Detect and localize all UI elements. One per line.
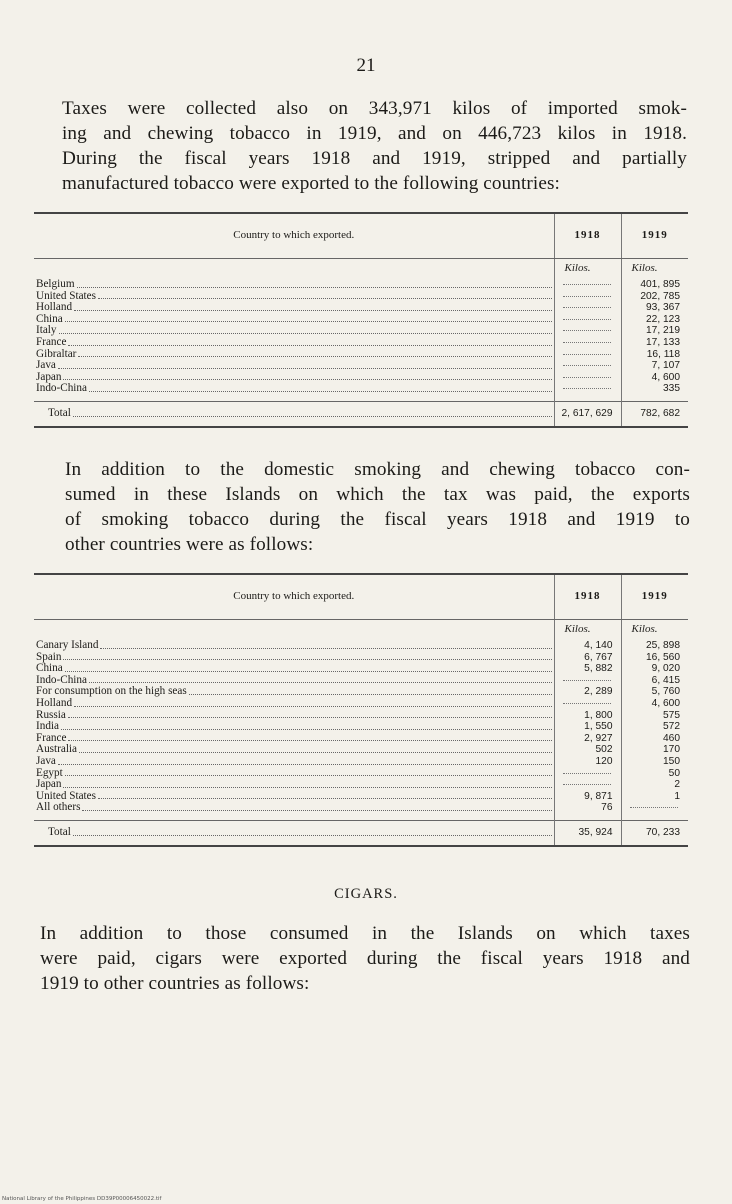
dot-leader xyxy=(65,774,552,776)
paragraph-line: of smoking tobacco during the fiscal years 1918 and 1919 to xyxy=(65,509,690,530)
empty-dash xyxy=(563,365,611,366)
country-cell xyxy=(34,663,554,675)
total-1918: 35, 924 xyxy=(554,820,621,846)
country-leader xyxy=(36,744,554,756)
value-1919: 572 xyxy=(621,721,688,733)
value-1918: 2, 927 xyxy=(554,733,621,745)
value-1919: 575 xyxy=(621,710,688,722)
country-name: China xyxy=(36,313,63,325)
value-1918 xyxy=(554,325,621,337)
table-row xyxy=(34,349,688,361)
table-row xyxy=(34,663,688,675)
country-cell xyxy=(34,360,554,372)
table-row xyxy=(34,640,688,652)
table-row xyxy=(34,291,688,303)
country-cell xyxy=(34,279,554,291)
total-1919: 782, 682 xyxy=(621,401,688,427)
table-row xyxy=(34,337,688,349)
empty-dash xyxy=(563,680,611,681)
dot-leader xyxy=(68,344,551,346)
unit-cell xyxy=(554,620,621,641)
country-cell xyxy=(34,337,554,349)
country-leader xyxy=(36,279,554,291)
dot-leader xyxy=(98,297,552,299)
country-name: Canary Island xyxy=(36,640,99,651)
table-row xyxy=(34,768,688,780)
country-leader xyxy=(36,698,554,710)
unit-cell xyxy=(621,620,688,641)
value-1919: 335 xyxy=(621,383,688,395)
value-1919: 4, 600 xyxy=(621,698,688,710)
value-1919: 7, 107 xyxy=(621,360,688,372)
country-cell xyxy=(34,779,554,791)
dot-leader xyxy=(61,728,552,730)
table-row xyxy=(34,791,688,803)
page-number: 21 xyxy=(356,55,376,76)
country-name: Holland xyxy=(36,302,73,314)
country-cell xyxy=(34,652,554,664)
country-name: Indo-China xyxy=(36,383,87,395)
value-1918: 502 xyxy=(554,744,621,756)
paragraph-line: In addition to the domestic smoking and chewing tobacco con- xyxy=(65,459,690,480)
country-leader xyxy=(36,710,554,722)
country-cell xyxy=(34,733,554,745)
dot-leader xyxy=(63,378,551,380)
value-1918: 1, 800 xyxy=(554,710,621,722)
country-leader xyxy=(36,349,554,361)
country-name: France xyxy=(36,732,67,744)
country-leader xyxy=(36,372,554,384)
value-1918 xyxy=(554,349,621,361)
value-1919: 25, 898 xyxy=(621,640,688,652)
value-1918 xyxy=(554,279,621,291)
intro-paragraph xyxy=(62,96,687,196)
country-name: Japan xyxy=(36,371,62,383)
empty-dash xyxy=(563,307,611,308)
value-1918 xyxy=(554,698,621,710)
country-leader xyxy=(36,756,554,768)
unit-label: Kilos. xyxy=(631,623,658,635)
value-1919: 202, 785 xyxy=(621,291,688,303)
dot-leader xyxy=(73,415,552,417)
value-1919: 460 xyxy=(621,733,688,745)
header-country: Country to which exported. xyxy=(34,574,554,620)
country-name: Holland xyxy=(36,697,73,709)
country-leader xyxy=(36,360,554,372)
country-cell xyxy=(34,721,554,733)
paragraph-line: other countries were as follows: xyxy=(65,534,314,555)
cigars-paragraph xyxy=(40,921,690,996)
value-1918: 5, 882 xyxy=(554,663,621,675)
country-name: Java xyxy=(36,755,56,767)
value-1919: 22, 123 xyxy=(621,314,688,326)
empty-dash xyxy=(563,319,611,320)
country-cell xyxy=(34,744,554,756)
value-1919: 93, 367 xyxy=(621,302,688,314)
dot-leader xyxy=(89,390,552,392)
total-1919: 70, 233 xyxy=(621,820,688,846)
country-leader xyxy=(36,291,554,303)
unit-label: Kilos. xyxy=(564,262,591,274)
country-name: China xyxy=(36,663,63,675)
table-row xyxy=(34,314,688,326)
dot-leader xyxy=(63,786,551,788)
paragraph-line: sumed in these Islands on which the tax was paid, the exports xyxy=(65,484,690,505)
unit-label: Kilos. xyxy=(631,262,658,274)
table-row xyxy=(34,686,688,698)
table-row xyxy=(34,744,688,756)
country-cell xyxy=(34,291,554,303)
paragraph-line: During the fiscal years 1918 and 1919, stripped and partially xyxy=(62,148,687,169)
empty-dash xyxy=(563,377,611,378)
country-leader xyxy=(36,721,554,733)
value-1919: 170 xyxy=(621,744,688,756)
value-1918: 9, 871 xyxy=(554,791,621,803)
country-name: Belgium xyxy=(36,279,75,290)
country-cell xyxy=(34,325,554,337)
paragraph-line: 1919 to other countries as follows: xyxy=(40,973,310,994)
value-1918 xyxy=(554,779,621,791)
country-name: India xyxy=(36,721,59,733)
dot-leader xyxy=(59,332,552,334)
table-row xyxy=(34,325,688,337)
value-1919: 16, 560 xyxy=(621,652,688,664)
table-row xyxy=(34,802,688,814)
empty-dash xyxy=(563,773,611,774)
empty-dash xyxy=(563,388,611,389)
country-cell xyxy=(34,314,554,326)
section-heading-cigars: CIGARS. xyxy=(334,886,398,902)
dot-leader xyxy=(100,647,551,649)
dot-leader xyxy=(98,797,552,799)
value-1918 xyxy=(554,291,621,303)
smoking-tobacco-paragraph xyxy=(65,457,690,557)
empty-dash xyxy=(563,354,611,355)
stripped-tobacco-exports-table xyxy=(34,212,688,428)
dot-leader xyxy=(65,670,552,672)
value-1918: 76 xyxy=(554,802,621,814)
country-cell xyxy=(34,372,554,384)
table-row xyxy=(34,652,688,664)
total-label-cell xyxy=(34,401,554,427)
dot-leader xyxy=(78,355,551,357)
empty-dash xyxy=(563,342,611,343)
country-leader xyxy=(36,302,554,314)
country-name: France xyxy=(36,336,67,348)
paragraph-line: ing and chewing tobacco in 1919, and on 446,723 kilos in 1918. xyxy=(62,123,687,144)
paragraph-line: In addition to those consumed in the Islands on which taxes xyxy=(40,923,690,944)
total-leader xyxy=(48,827,554,839)
table-row xyxy=(34,733,688,745)
total-label: Total xyxy=(48,827,71,839)
unit-row xyxy=(34,620,688,641)
country-cell xyxy=(34,675,554,687)
table-row xyxy=(34,372,688,384)
value-1919 xyxy=(621,802,688,814)
table-row xyxy=(34,710,688,722)
dot-leader xyxy=(73,834,552,836)
country-cell xyxy=(34,768,554,780)
table-row xyxy=(34,360,688,372)
country-leader xyxy=(36,640,554,652)
table-row xyxy=(34,383,688,395)
unit-cell xyxy=(34,620,554,641)
header-1919: 1919 xyxy=(621,574,688,620)
value-1919: 17, 219 xyxy=(621,325,688,337)
country-name: United States xyxy=(36,790,96,802)
unit-cell xyxy=(621,259,688,280)
value-1918: 6, 767 xyxy=(554,652,621,664)
value-1919: 9, 020 xyxy=(621,663,688,675)
country-leader xyxy=(36,791,554,803)
country-cell xyxy=(34,802,554,814)
value-1919: 401, 895 xyxy=(621,279,688,291)
country-name: Italy xyxy=(36,325,57,337)
header-1919: 1919 xyxy=(621,213,688,259)
value-1918 xyxy=(554,675,621,687)
dot-leader xyxy=(63,658,551,660)
value-1919: 5, 760 xyxy=(621,686,688,698)
header-1918: 1918 xyxy=(554,213,621,259)
table-row xyxy=(34,721,688,733)
value-1918 xyxy=(554,302,621,314)
country-name: Russia xyxy=(36,709,66,721)
value-1919: 2 xyxy=(621,779,688,791)
dot-leader xyxy=(58,763,552,765)
country-name: United States xyxy=(36,290,96,302)
table-row xyxy=(34,279,688,291)
value-1919: 50 xyxy=(621,768,688,780)
country-leader xyxy=(36,337,554,349)
value-1918 xyxy=(554,314,621,326)
country-leader xyxy=(36,383,554,395)
total-row xyxy=(34,820,688,846)
value-1919: 17, 133 xyxy=(621,337,688,349)
value-1918 xyxy=(554,768,621,780)
value-1918: 4, 140 xyxy=(554,640,621,652)
header-1918: 1918 xyxy=(554,574,621,620)
table-row xyxy=(34,698,688,710)
dot-leader xyxy=(68,716,552,718)
table-row xyxy=(34,756,688,768)
total-1918: 2, 617, 629 xyxy=(554,401,621,427)
unit-label: Kilos. xyxy=(564,623,591,635)
paragraph-line: manufactured tobacco were exported to the following countries: xyxy=(62,173,560,194)
country-leader xyxy=(36,802,554,814)
value-1918: 1, 550 xyxy=(554,721,621,733)
smoking-tobacco-exports-table xyxy=(34,573,688,847)
value-1919: 16, 118 xyxy=(621,349,688,361)
country-cell xyxy=(34,710,554,722)
dot-leader xyxy=(65,320,552,322)
value-1918 xyxy=(554,337,621,349)
value-1918 xyxy=(554,360,621,372)
country-cell xyxy=(34,756,554,768)
value-1919: 150 xyxy=(621,756,688,768)
value-1918 xyxy=(554,372,621,384)
country-name: For consumption on the high seas xyxy=(36,686,187,698)
dot-leader xyxy=(79,751,551,753)
table-row xyxy=(34,779,688,791)
country-cell xyxy=(34,302,554,314)
total-label: Total xyxy=(48,408,71,420)
empty-dash xyxy=(563,330,611,331)
country-cell xyxy=(34,383,554,395)
table-row xyxy=(34,302,688,314)
empty-dash xyxy=(563,296,611,297)
country-leader xyxy=(36,314,554,326)
value-1918 xyxy=(554,383,621,395)
dot-leader xyxy=(189,693,552,695)
dot-leader xyxy=(74,309,551,311)
total-label-cell xyxy=(34,820,554,846)
country-name: Spain xyxy=(36,651,62,663)
country-leader xyxy=(36,768,554,780)
table-header-row xyxy=(34,213,688,259)
value-1919: 6, 415 xyxy=(621,675,688,687)
dot-leader xyxy=(68,739,551,741)
total-row xyxy=(34,401,688,427)
dot-leader xyxy=(77,286,552,288)
country-name: Egypt xyxy=(36,767,63,779)
country-name: Japan xyxy=(36,779,62,791)
country-name: Java xyxy=(36,360,56,372)
total-leader xyxy=(48,408,554,420)
country-cell xyxy=(34,640,554,652)
empty-dash xyxy=(563,784,611,785)
dot-leader xyxy=(58,367,552,369)
unit-cell xyxy=(554,259,621,280)
unit-row xyxy=(34,259,688,280)
dot-leader xyxy=(89,681,552,683)
table-header-row xyxy=(34,574,688,620)
value-1918: 120 xyxy=(554,756,621,768)
country-cell xyxy=(34,698,554,710)
unit-cell xyxy=(34,259,554,280)
empty-dash xyxy=(563,703,611,704)
country-leader xyxy=(36,779,554,791)
country-name: Indo-China xyxy=(36,674,87,686)
country-leader xyxy=(36,733,554,745)
dot-leader xyxy=(74,705,551,707)
country-leader xyxy=(36,686,554,698)
country-name: Gibraltar xyxy=(36,348,77,360)
country-cell xyxy=(34,686,554,698)
country-leader xyxy=(36,663,554,675)
table-row xyxy=(34,675,688,687)
country-leader xyxy=(36,325,554,337)
header-country: Country to which exported. xyxy=(34,213,554,259)
paragraph-line: were paid, cigars were exported during the fiscal years 1918 and xyxy=(40,948,690,969)
country-cell xyxy=(34,791,554,803)
country-cell xyxy=(34,349,554,361)
country-leader xyxy=(36,652,554,664)
country-name: Australia xyxy=(36,744,78,756)
country-name: All others xyxy=(36,802,81,814)
value-1919: 1 xyxy=(621,791,688,803)
country-leader xyxy=(36,675,554,687)
value-1918: 2, 289 xyxy=(554,686,621,698)
dot-leader xyxy=(82,809,551,811)
value-1919: 4, 600 xyxy=(621,372,688,384)
empty-dash xyxy=(630,807,679,808)
paragraph-line: Taxes were collected also on 343,971 kilos of imported smok- xyxy=(62,98,687,119)
footer-note: National Library of the Philippines DD39P00006450022.tif xyxy=(2,1196,162,1202)
empty-dash xyxy=(563,284,611,285)
